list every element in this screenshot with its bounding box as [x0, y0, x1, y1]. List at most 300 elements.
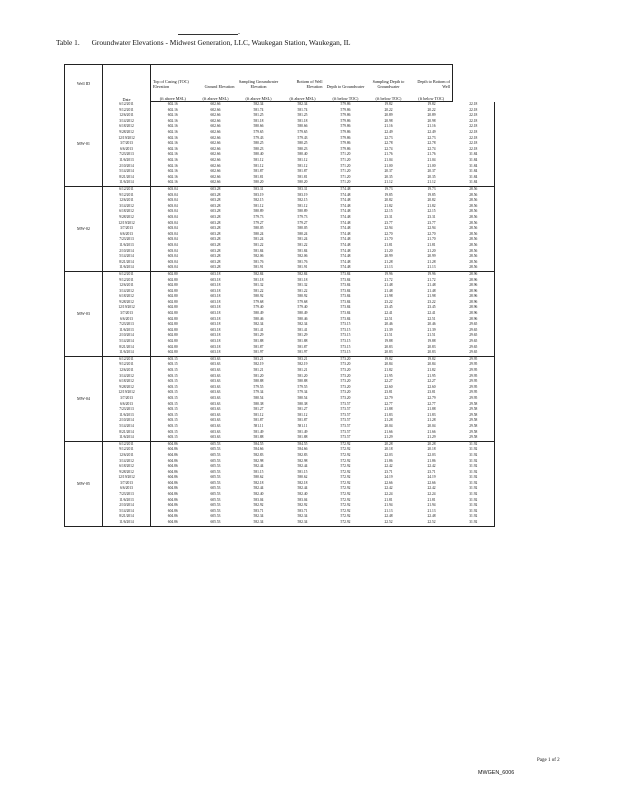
bottom-cell: 572.92 [340, 458, 351, 463]
date-cell: 6/6/2013 [103, 486, 151, 492]
toc-cell: 602.80 [167, 288, 178, 293]
toc-cell: 603.15 [167, 429, 178, 434]
samp-gw-elev-cell: 581.20 [297, 373, 308, 378]
depth-gw-cell: 20.89 [384, 113, 393, 118]
samp-depth-cell: 21.13 [427, 508, 436, 513]
gw-elev-cell: 580.25 [253, 141, 264, 146]
samp-gw-elev-cell: 582.84 [297, 271, 308, 276]
date-cell: 12/6/2011 [103, 283, 151, 289]
ground-cell: 603.18 [195, 350, 237, 356]
depth-bottom-cell: 28.56 [453, 220, 495, 226]
toc-cell: 602.80 [167, 311, 178, 316]
samp-gw-elev-cell: 579.43 [297, 135, 308, 140]
samp-depth-cell: 22.15 [427, 209, 436, 214]
depth-gw-cell: 21.00 [384, 163, 393, 168]
col-date: Date [103, 65, 151, 102]
gw-elev-cell: 582.34 [237, 520, 281, 526]
ground-cell: 603.63 [210, 379, 221, 384]
toc-cell: 602.16 [167, 163, 178, 168]
depth-gw-cell: 21.70 [384, 237, 393, 242]
samp-depth-cell: 22.42 [427, 464, 436, 469]
bottom-cell: 572.92 [340, 464, 351, 469]
depth-gw-cell: 19.82 [384, 102, 393, 107]
gw-elev-cell: 582.34 [253, 322, 264, 327]
unit-gw-elev: (ft above MSL) [237, 89, 281, 102]
depth-bottom-cell: 29.58 [453, 435, 495, 441]
bottom-cell: 571.20 [340, 174, 351, 179]
samp-gw-elev-cell: 582.19 [297, 362, 308, 367]
bottom-cell: 579.86 [340, 135, 351, 140]
gw-elev-cell: 581.81 [253, 174, 264, 179]
samp-gw-elev-cell: 581.41 [297, 327, 308, 332]
samp-gw-elev-cell: 580.23 [297, 146, 308, 151]
depth-gw-cell: 20.22 [384, 107, 393, 112]
depth-gw-cell: 21.86 [384, 458, 393, 463]
samp-depth-cell: 20.04 [427, 423, 436, 428]
samp-depth-cell: 21.04 [427, 158, 436, 163]
ground-cell: 605.53 [210, 514, 221, 519]
samp-depth-cell: 20.35 [427, 174, 436, 179]
samp-gw-elev-cell: 581.24 [297, 237, 308, 242]
date-cell: 12/19/2012 [103, 136, 151, 142]
bottom-cell: 573.57 [340, 418, 351, 423]
toc-cell: 603.15 [167, 395, 178, 400]
depth-bottom-cell: 28.56 [453, 193, 495, 199]
bottom-cell: 574.48 [340, 237, 351, 242]
bottom-cell: 573.57 [340, 423, 351, 428]
date-cell: 5/14/2014 [103, 169, 151, 175]
date-cell: 9/28/2012 [103, 470, 151, 476]
depth-gw-cell: 21.81 [384, 497, 393, 502]
depth-gw-cell: 22.49 [384, 130, 393, 135]
depth-bottom-cell: 31.92 [453, 441, 495, 447]
date-cell: 11/6/2013 [103, 158, 151, 164]
samp-gw-elev-cell: 580.20 [281, 180, 325, 186]
toc-cell: 602.16 [151, 180, 195, 186]
depth-bottom-cell: 31.92 [453, 503, 495, 509]
samp-depth-cell: 23.45 [427, 305, 436, 310]
depth-bottom-cell: 29.95 [453, 385, 495, 391]
ground-cell: 603.28 [210, 248, 221, 253]
date-cell: 11/6/2013 [103, 413, 151, 419]
bottom-cell: 573.15 [340, 327, 351, 332]
date-cell: 3/7/2013 [103, 226, 151, 232]
samp-gw-elev-cell: 581.29 [297, 333, 308, 338]
toc-cell: 602.16 [167, 141, 178, 146]
depth-bottom-cell: 28.96 [453, 300, 495, 306]
date-cell: 3/14/2012 [103, 289, 151, 295]
samp-gw-elev-cell: 581.87 [297, 344, 308, 349]
toc-cell: 603.04 [167, 231, 178, 236]
samp-depth-cell: 22.78 [427, 141, 436, 146]
depth-gw-cell: 19.85 [384, 192, 393, 197]
depth-gw-cell: 21.20 [384, 248, 393, 253]
depth-gw-cell: 22.77 [384, 401, 393, 406]
depth-gw-cell: 20.83 [367, 350, 411, 356]
toc-cell: 603.04 [167, 220, 178, 225]
ground-cell: 603.63 [210, 407, 221, 412]
depth-bottom-cell: 22.18 [453, 141, 495, 147]
toc-cell: 602.16 [167, 174, 178, 179]
samp-gw-elev-cell: 581.76 [297, 259, 308, 264]
depth-gw-cell: 21.82 [384, 203, 393, 208]
depth-gw-cell: 21.98 [384, 294, 393, 299]
date-cell: 7/23/2013 [103, 322, 151, 328]
date-cell: 3/7/2013 [103, 311, 151, 317]
depth-gw-cell: 21.29 [367, 435, 411, 441]
depth-bottom-cell: 31.92 [453, 509, 495, 515]
toc-cell: 602.80 [167, 277, 178, 282]
samp-gw-elev-cell: 581.18 [297, 277, 308, 282]
toc-cell: 604.86 [167, 497, 178, 502]
depth-gw-cell: 22.66 [384, 480, 393, 485]
samp-gw-elev-cell: 582.06 [297, 254, 308, 259]
samp-gw-elev-cell: 581.84 [297, 248, 308, 253]
gw-elev-cell: 581.20 [253, 373, 264, 378]
date-cell: 9/28/2012 [103, 385, 151, 391]
ground-cell: 602.66 [210, 141, 221, 146]
date-cell: 7/23/2013 [103, 152, 151, 158]
depth-bottom-cell: 28.96 [453, 271, 495, 277]
toc-cell: 603.15 [167, 373, 178, 378]
bottom-cell: 579.86 [340, 113, 351, 118]
samp-gw-elev-cell: 581.25 [297, 113, 308, 118]
depth-gw-cell: 22.78 [384, 141, 393, 146]
samp-gw-elev-cell: 583.19 [297, 192, 308, 197]
samp-depth-cell: 20.18 [427, 447, 436, 452]
ground-cell: 603.18 [210, 288, 221, 293]
toc-cell: 603.04 [167, 237, 178, 242]
samp-gw-elev-cell: 583.21 [297, 356, 308, 361]
samp-depth-cell: 23.71 [427, 469, 436, 474]
samp-depth-cell: 21.72 [427, 277, 436, 282]
depth-bottom-cell: 28.56 [453, 226, 495, 232]
toc-cell: 604.86 [167, 441, 178, 446]
depth-gw-cell: 21.88 [384, 407, 393, 412]
depth-gw-cell: 22.15 [384, 209, 393, 214]
date-cell: 11/6/2014 [103, 435, 151, 441]
bottom-cell: 572.92 [340, 514, 351, 519]
date-cell: 3/14/2012 [103, 119, 151, 125]
date-cell: 9/12/2011 [103, 193, 151, 199]
samp-depth-cell: 22.24 [427, 492, 436, 497]
toc-cell: 604.86 [167, 447, 178, 452]
ground-cell: 603.28 [210, 187, 221, 191]
bottom-cell: 574.48 [340, 187, 351, 191]
ground-cell: 603.28 [210, 220, 221, 225]
date-cell: 11/6/2013 [103, 243, 151, 249]
ground-cell: 603.18 [210, 305, 221, 310]
gw-elev-cell: 579.68 [253, 299, 264, 304]
depth-gw-cell: 22.52 [367, 520, 411, 526]
gw-elev-cell: 582.83 [253, 452, 264, 457]
samp-gw-elev-cell: 579.34 [297, 390, 308, 395]
ground-cell: 603.28 [210, 198, 221, 203]
bottom-cell: 571.20 [340, 169, 351, 174]
bottom-cell: 572.92 [325, 520, 367, 526]
unit-ground: (ft above MSL) [195, 89, 237, 102]
toc-cell: 603.04 [167, 214, 178, 219]
samp-gw-elev-cell: 579.27 [297, 220, 308, 225]
samp-gw-elev-cell: 580.62 [297, 475, 308, 480]
samp-depth-cell: 22.66 [427, 480, 436, 485]
gw-elev-cell: 580.40 [253, 152, 264, 157]
bottom-cell: 573.15 [340, 344, 351, 349]
bottom-cell: 573.84 [340, 271, 351, 276]
ground-cell: 603.28 [210, 226, 221, 231]
gw-elev-cell: 582.06 [253, 254, 264, 259]
date-cell: 12/19/2012 [103, 390, 151, 396]
date-cell: 6/18/2012 [103, 464, 151, 470]
table-number: Table 1. [56, 38, 80, 47]
toc-cell: 602.16 [167, 118, 178, 123]
depth-bottom-cell: 29.65 [453, 322, 495, 328]
toc-cell: 603.15 [167, 356, 178, 361]
samp-gw-elev-cell: 580.88 [297, 379, 308, 384]
toc-cell: 603.04 [167, 192, 178, 197]
samp-gw-elev-cell: 581.11 [297, 423, 308, 428]
depth-bottom-cell: 31.92 [453, 464, 495, 470]
ground-cell: 605.53 [210, 508, 221, 513]
bottom-cell: 571.20 [340, 158, 351, 163]
ground-cell: 602.66 [210, 135, 221, 140]
col-gw-elev: Sampling Groundwater Elevation [237, 65, 281, 90]
ground-cell: 605.53 [210, 464, 221, 469]
gw-elev-cell: 580.92 [253, 294, 264, 299]
gw-elev-cell: 582.18 [253, 480, 264, 485]
samp-gw-elev-cell: 581.49 [297, 429, 308, 434]
samp-gw-elev-cell: 579.65 [297, 130, 308, 135]
toc-cell: 603.15 [167, 407, 178, 412]
ground-cell: 602.66 [210, 169, 221, 174]
samp-gw-elev-cell: 581.87 [297, 418, 308, 423]
bottom-cell: 573.20 [340, 356, 351, 361]
depth-bottom-cell: 28.56 [453, 209, 495, 215]
ground-cell: 605.53 [210, 503, 221, 508]
date-cell: 8/21/2014 [103, 175, 151, 181]
bottom-cell: 573.15 [340, 333, 351, 338]
depth-bottom-cell: 31.92 [453, 498, 495, 504]
date-cell: 5/14/2014 [103, 509, 151, 515]
header-underline [178, 34, 238, 35]
date-cell: 11/6/2014 [103, 180, 151, 186]
toc-cell: 604.86 [167, 452, 178, 457]
document-id: MWGEN_6006 [478, 770, 515, 776]
gw-elev-cell: 581.32 [253, 283, 264, 288]
samp-gw-elev-cell: 582.34 [297, 322, 308, 327]
samp-depth-cell: 20.46 [427, 322, 436, 327]
gw-elev-cell: 582.19 [253, 362, 264, 367]
ground-cell: 605.53 [210, 458, 221, 463]
samp-gw-elev-cell: 583.71 [297, 508, 308, 513]
depth-bottom-cell: 29.65 [453, 333, 495, 339]
bottom-cell: 573.15 [340, 322, 351, 327]
date-cell: 6/18/2012 [103, 209, 151, 215]
depth-bottom-cell: 31.84 [453, 152, 495, 158]
gw-elev-cell: 579.43 [253, 135, 264, 140]
toc-cell: 604.86 [167, 475, 178, 480]
ground-cell: 605.53 [210, 469, 221, 474]
depth-bottom-cell: 28.56 [453, 237, 495, 243]
ground-cell: 605.53 [195, 520, 237, 526]
gw-elev-cell: 580.23 [253, 146, 264, 151]
samp-depth-cell: 22.79 [427, 395, 436, 400]
header-underline-mark: - [238, 31, 240, 37]
depth-bottom-cell: 28.56 [453, 248, 495, 254]
gw-elev-cell: 580.46 [253, 316, 264, 321]
toc-cell: 603.15 [167, 368, 178, 372]
date-cell: 5/14/2014 [103, 339, 151, 345]
gw-elev-cell: 581.91 [237, 265, 281, 271]
depth-bottom-cell: 31.92 [453, 475, 495, 481]
depth-bottom-cell: 29.95 [453, 356, 495, 362]
gw-elev-cell: 581.88 [253, 339, 264, 344]
ground-cell: 605.53 [210, 497, 221, 502]
gw-elev-cell: 584.66 [253, 447, 264, 452]
toc-cell: 603.15 [167, 412, 178, 417]
toc-cell: 604.86 [167, 503, 178, 508]
col-ground: Ground Elevation [195, 65, 237, 90]
depth-gw-cell: 21.13 [367, 265, 411, 271]
gw-elev-cell: 580.49 [253, 311, 264, 316]
toc-cell: 602.80 [167, 271, 178, 276]
samp-gw-elev-cell: 582.98 [297, 458, 308, 463]
ground-cell: 603.63 [210, 412, 221, 417]
samp-gw-elev-cell: 582.34 [281, 520, 325, 526]
depth-gw-cell: 21.95 [384, 373, 393, 378]
samp-depth-cell: 19.85 [427, 192, 436, 197]
gw-elev-cell: 581.88 [237, 435, 281, 441]
groundwater-table [64, 64, 495, 527]
samp-depth-cell: 23.31 [427, 214, 436, 219]
gw-elev-cell: 580.05 [253, 226, 264, 231]
date-cell: 11/6/2013 [103, 498, 151, 504]
depth-bottom-cell: 31.92 [453, 470, 495, 476]
samp-gw-elev-cell: 581.97 [281, 350, 325, 356]
date-cell: 6/6/2013 [103, 232, 151, 238]
bottom-cell: 573.20 [340, 368, 351, 372]
ground-cell: 603.63 [210, 356, 221, 361]
samp-depth-cell: 22.51 [427, 316, 436, 321]
gw-elev-cell: 579.65 [253, 130, 264, 135]
gw-elev-cell: 581.97 [237, 350, 281, 356]
samp-gw-elev-cell: 581.15 [297, 469, 308, 474]
depth-gw-cell: 19.96 [384, 271, 393, 276]
depth-gw-cell: 20.35 [384, 174, 393, 179]
gw-elev-cell: 582.34 [253, 514, 264, 519]
toc-cell: 602.80 [167, 344, 178, 349]
gw-elev-cell: 581.25 [253, 113, 264, 118]
ground-cell: 603.63 [210, 423, 221, 428]
ground-cell: 603.28 [210, 237, 221, 242]
ground-cell: 603.18 [210, 327, 221, 332]
ground-cell: 603.28 [210, 203, 221, 208]
depth-bottom-cell: 31.92 [453, 514, 495, 520]
depth-bottom-cell: 31.92 [453, 458, 495, 464]
date-cell: 2/10/2014 [103, 333, 151, 339]
samp-gw-elev-cell: 580.38 [297, 401, 308, 406]
gw-elev-cell: 581.76 [253, 259, 264, 264]
date-cell: 3/7/2013 [103, 141, 151, 147]
depth-bottom-cell: 28.56 [453, 243, 495, 249]
bottom-cell: 572.92 [340, 447, 351, 452]
ground-cell: 603.18 [210, 294, 221, 299]
depth-bottom-cell: 31.84 [453, 180, 495, 186]
samp-gw-elev-cell: 580.49 [297, 311, 308, 316]
ground-cell: 603.63 [210, 390, 221, 395]
bottom-cell: 573.57 [340, 412, 351, 417]
toc-cell: 602.16 [167, 146, 178, 151]
depth-bottom-cell: 29.58 [453, 429, 495, 435]
depth-gw-cell: 20.04 [384, 423, 393, 428]
ground-cell: 603.63 [210, 384, 221, 389]
ground-cell: 602.66 [210, 102, 221, 107]
samp-depth-cell: 20.99 [427, 254, 436, 259]
ground-cell: 603.63 [210, 368, 221, 372]
date-cell: 2/10/2014 [103, 418, 151, 424]
depth-gw-cell: 23.22 [384, 299, 393, 304]
depth-bottom-cell: 31.84 [453, 169, 495, 175]
gw-elev-cell: 584.55 [253, 441, 264, 446]
date-cell: 6/12/2011 [103, 441, 151, 447]
ground-cell: 605.53 [210, 441, 221, 446]
toc-cell: 603.04 [167, 226, 178, 231]
ground-cell: 602.66 [210, 113, 221, 118]
samp-depth-cell: 21.48 [427, 288, 436, 293]
date-cell: 5/14/2014 [103, 254, 151, 260]
ground-cell: 603.28 [210, 214, 221, 219]
samp-depth-cell: 21.83 [427, 412, 436, 417]
gw-elev-cell: 582.34 [253, 102, 264, 107]
samp-gw-elev-cell: 580.25 [297, 141, 308, 146]
depth-bottom-cell: 28.56 [453, 215, 495, 221]
samp-gw-elev-cell: 582.15 [297, 198, 308, 203]
bottom-cell: 572.92 [340, 503, 351, 508]
depth-bottom-cell: 31.92 [453, 486, 495, 492]
gw-elev-cell: 581.18 [253, 118, 264, 123]
depth-bottom-cell: 29.58 [453, 424, 495, 430]
bottom-cell: 572.92 [340, 452, 351, 457]
samp-depth-cell: 21.94 [427, 503, 436, 508]
samp-depth-cell: 22.52 [411, 520, 453, 526]
bottom-cell: 573.84 [340, 311, 351, 316]
samp-depth-cell: 21.51 [427, 333, 436, 338]
depth-bottom-cell: 29.65 [453, 345, 495, 351]
samp-depth-cell: 21.16 [427, 124, 436, 129]
date-cell: 12/19/2012 [103, 475, 151, 481]
samp-gw-elev-cell: 582.34 [297, 102, 308, 107]
samp-depth-cell: 22.73 [427, 135, 436, 140]
ground-cell: 603.28 [210, 259, 221, 264]
ground-cell: 603.28 [210, 192, 221, 197]
samp-depth-cell: 21.12 [411, 180, 453, 186]
depth-bottom-cell: 29.95 [453, 379, 495, 385]
bottom-cell: 573.84 [340, 305, 351, 310]
samp-depth-cell: 20.28 [427, 441, 436, 446]
date-cell: 11/6/2013 [103, 328, 151, 334]
samp-depth-cell: 20.83 [427, 344, 436, 349]
samp-gw-elev-cell: 583.04 [297, 497, 308, 502]
toc-cell: 603.15 [167, 418, 178, 423]
samp-gw-elev-cell: 584.55 [297, 441, 308, 446]
samp-depth-cell: 20.84 [427, 362, 436, 367]
bottom-cell: 573.57 [340, 401, 351, 406]
toc-cell: 604.86 [167, 480, 178, 485]
depth-bottom-cell: 29.58 [453, 413, 495, 419]
toc-cell: 603.04 [167, 203, 178, 208]
depth-bottom-cell: 28.96 [453, 277, 495, 283]
ground-cell: 603.18 [210, 299, 221, 304]
